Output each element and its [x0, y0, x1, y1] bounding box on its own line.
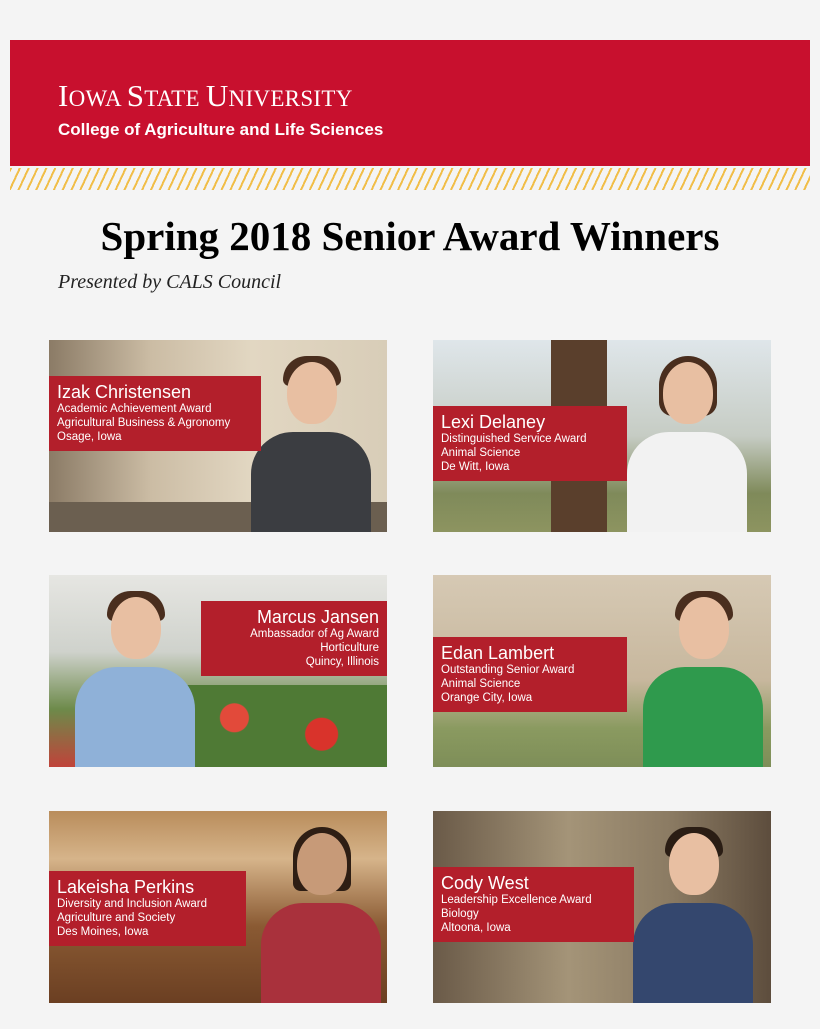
winner-photo	[633, 833, 753, 1003]
winner-photo	[261, 833, 381, 1003]
winner-hometown: Altoona, Iowa	[441, 922, 511, 934]
winner-label	[201, 601, 387, 676]
winner-label	[433, 637, 627, 712]
winner-photo	[251, 362, 371, 532]
flower-bed	[169, 685, 387, 767]
page-subtitle: Presented by CALS Council	[58, 271, 282, 293]
winner-hometown: Quincy, Illinois	[305, 656, 379, 668]
winner-major: Biology	[441, 908, 479, 920]
winner-photo	[627, 362, 747, 532]
college-name: College of Agriculture and Life Sciences	[58, 120, 384, 139]
winner-name: Izak Christensen	[57, 382, 192, 402]
winner-label	[49, 376, 261, 451]
winner-label	[433, 406, 627, 481]
winner-major: Agriculture and Society	[57, 912, 176, 924]
winner-card-jansen	[49, 575, 387, 767]
winner-award: Leadership Excellence Award	[441, 894, 592, 906]
winner-award: Distinguished Service Award	[441, 433, 587, 445]
winner-name: Marcus Jansen	[256, 607, 379, 627]
winner-hometown: De Witt, Iowa	[441, 461, 510, 473]
winner-award: Academic Achievement Award	[57, 403, 212, 415]
winner-card-west	[433, 811, 771, 1003]
winner-hometown: Osage, Iowa	[57, 431, 122, 443]
winner-label	[433, 867, 634, 942]
winner-major: Horticulture	[320, 642, 379, 654]
university-wordmark: IOWA STATE UNIVERSITY	[58, 78, 353, 113]
winner-card-delaney	[433, 340, 771, 532]
winner-major: Animal Science	[441, 447, 521, 459]
winner-award: Ambassador of Ag Award	[250, 628, 379, 640]
winner-card-perkins	[49, 811, 387, 1003]
winner-award: Diversity and Inclusion Award	[57, 898, 207, 910]
gold-stripe-divider	[10, 168, 810, 190]
winner-award: Outstanding Senior Award	[441, 664, 575, 676]
winner-name: Edan Lambert	[441, 643, 555, 663]
winner-card-christensen	[49, 340, 387, 532]
winner-label	[49, 871, 246, 946]
winner-card-lambert	[433, 575, 771, 767]
winner-photo	[643, 597, 763, 767]
winner-photo	[75, 597, 195, 767]
winner-name: Lakeisha Perkins	[57, 877, 195, 897]
winner-name: Lexi Delaney	[441, 412, 546, 432]
winner-hometown: Orange City, Iowa	[441, 692, 533, 704]
winner-major: Animal Science	[441, 678, 521, 690]
header-banner	[10, 40, 810, 166]
page-title: Spring 2018 Senior Award Winners	[100, 213, 720, 259]
winner-major: Agricultural Business & Agronomy	[57, 417, 231, 429]
winner-name: Cody West	[441, 873, 529, 893]
winner-hometown: Des Moines, Iowa	[57, 926, 149, 938]
